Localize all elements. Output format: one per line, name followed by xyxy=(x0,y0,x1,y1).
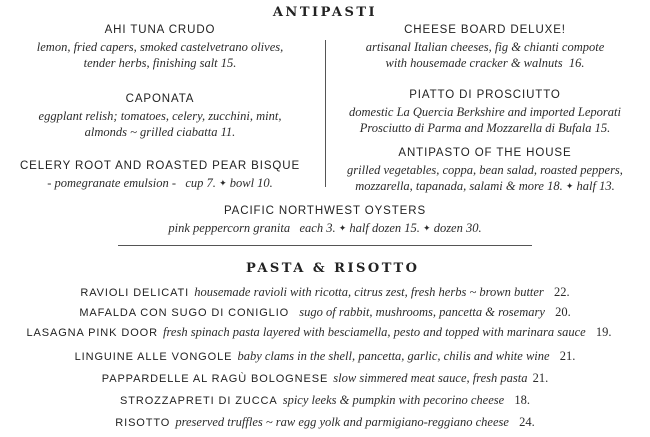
item-name: STROZZAPRETI DI ZUCCA xyxy=(120,395,278,407)
item-price: 11. xyxy=(220,125,236,139)
menu-item-pappardelle xyxy=(0,369,650,387)
antipasti-heading: ANTIPASTI xyxy=(272,5,378,20)
pasta-heading: PASTA & RISOTTO xyxy=(246,261,420,276)
menu-item-ravioli xyxy=(0,283,650,301)
menu-item-mafalda xyxy=(0,303,650,321)
item-price-half-dozen: half dozen 15. xyxy=(349,220,420,235)
item-price-bowl: bowl 10. xyxy=(229,175,273,190)
item-price-each: each 3. xyxy=(299,220,336,235)
item-desc: sugo of rabbit, mushrooms, pancetta & rosemary xyxy=(299,305,545,319)
item-name: PIATTO DI PROSCIUTTO xyxy=(409,89,561,101)
menu-item-risotto xyxy=(0,413,650,431)
item-price: 22. xyxy=(553,285,570,299)
item-desc: mozzarella, tapanada, salami & more 18. ✦ half 13. xyxy=(355,179,615,193)
item-price: 15. xyxy=(594,121,611,135)
item-price-half: half 13. xyxy=(576,179,615,193)
menu-item-bisque xyxy=(10,158,310,193)
four-point-star-icon: ✦ xyxy=(423,223,431,234)
item-price: 21. xyxy=(559,349,576,363)
item-desc: housemade ravioli with ricotta, citrus zest, fresh herbs ~ brown butter xyxy=(194,285,544,299)
four-point-star-icon: ✦ xyxy=(565,182,574,192)
item-desc: spicy leeks & pumpkin with pecorino cheese xyxy=(282,393,505,407)
item-price: 20. xyxy=(555,305,571,319)
four-point-star-icon: ✦ xyxy=(219,178,227,189)
menu-item-antipasto-house xyxy=(330,145,640,197)
item-price: 16. xyxy=(568,56,585,70)
section-divider xyxy=(118,245,532,246)
item-name: RAVIOLI DELICATI xyxy=(80,287,190,299)
item-price: 21. xyxy=(532,371,549,385)
item-name: RISOTTO xyxy=(115,417,171,429)
menu-item-prosciutto xyxy=(330,87,640,137)
item-name: CHEESE BOARD DELUXE! xyxy=(404,24,566,36)
item-price: 18. xyxy=(514,393,530,407)
item-price-dozen: dozen 30. xyxy=(433,220,482,235)
menu-item-linguine xyxy=(0,347,650,365)
menu-item-lasagna xyxy=(0,323,644,341)
item-name: ANTIPASTO OF THE HOUSE xyxy=(398,147,572,159)
item-price-cup: cup 7. xyxy=(185,175,216,190)
item-name: CELERY ROOT AND ROASTED PEAR BISQUE xyxy=(19,160,301,172)
menu-item-caponata xyxy=(10,91,310,141)
item-desc: slow simmered meat sauce, fresh pasta xyxy=(333,371,528,385)
item-price: 24. xyxy=(519,415,535,429)
item-desc: domestic La Quercia Berkshire and imported Leporati xyxy=(349,104,621,119)
item-name: PAPPARDELLE AL RAGÙ BOLOGNESE xyxy=(101,373,329,385)
item-desc: preserved truffles ~ raw egg yolk and parmigiano-reggiano cheese xyxy=(175,415,509,429)
column-divider xyxy=(325,40,326,187)
menu-item-ahi-tuna xyxy=(10,22,310,72)
item-desc: lemon, fried capers, smoked castelvetrano olives, xyxy=(36,39,284,54)
item-name: MAFALDA CON SUGO DI CONIGLIO xyxy=(79,307,290,319)
item-name: AHI TUNA CRUDO xyxy=(104,24,216,36)
item-name: LASAGNA PINK DOOR xyxy=(26,327,158,339)
item-desc: fresh spinach pasta layered with besciamella, pesto and topped with marinara sauce xyxy=(163,325,586,339)
item-desc: baby clams in the shell, pancetta, garlic, chilis and white wine xyxy=(237,349,550,363)
item-name: CAPONATA xyxy=(125,93,195,105)
item-price-full: 18. xyxy=(547,179,563,193)
item-desc: grilled vegetables, coppa, bean salad, roasted peppers, xyxy=(347,162,623,177)
menu-item-oysters xyxy=(0,203,650,238)
item-price: 19. xyxy=(595,325,612,339)
item-name: PACIFIC NORTHWEST OYSTERS xyxy=(223,205,427,217)
item-desc: almonds ~ grilled ciabatta 11. xyxy=(84,125,236,139)
four-point-star-icon: ✦ xyxy=(338,223,347,234)
item-desc: Prosciutto di Parma and Mozzarella di Bufala 15. xyxy=(359,121,611,135)
item-desc: - pomegranate emulsion - cup 7. ✦ bowl 10. xyxy=(47,175,273,190)
item-name: LINGUINE ALLE VONGOLE xyxy=(74,351,233,363)
menu-item-strozzapreti xyxy=(0,391,650,409)
item-desc: pink peppercorn granita each 3. ✦ half dozen 15. ✦ dozen 30. xyxy=(168,220,482,235)
menu-item-cheese-board xyxy=(330,22,640,72)
item-desc: with housemade cracker & walnuts 16. xyxy=(385,56,585,70)
item-desc: tender herbs, finishing salt 15. xyxy=(83,56,237,70)
item-desc: artisanal Italian cheeses, fig & chianti compote xyxy=(365,39,605,54)
item-desc: eggplant relish; tomatoes, celery, zucchini, mint, xyxy=(38,108,282,123)
item-price: 15. xyxy=(220,56,237,70)
